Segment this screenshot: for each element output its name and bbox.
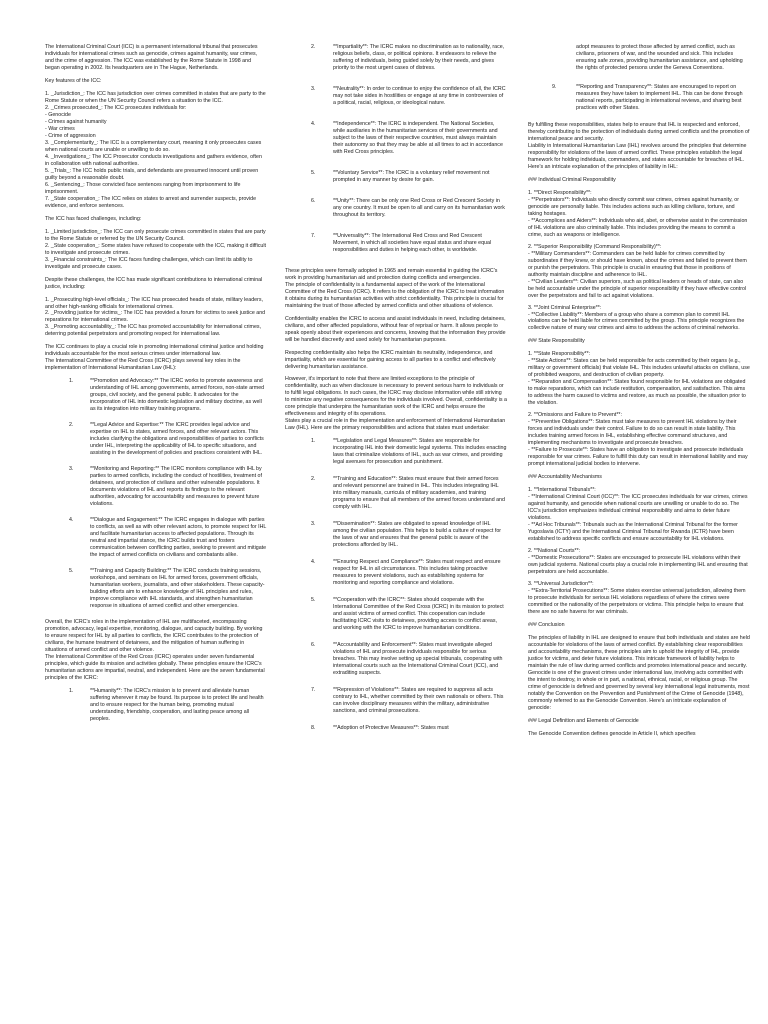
state-responsibility xyxy=(528,351,750,468)
paragraph: The International Committee of the Red Cross (ICRC) plays several key roles in the implementation of International Humanitarian Law (IHL): xyxy=(45,358,241,372)
icrc-overall xyxy=(45,619,267,682)
icc-intro: The International Criminal Court (ICC) is a permanent international tribunal that prosecutes individuals for international crimes such as genocide, crimes against humanity, war crimes, and the crime of aggression. The ICC was established by the Rome Statute in 1998 and began operating in 2002. Its headquarters are in The Hague, Netherlands. xyxy=(45,44,258,71)
list-item xyxy=(285,476,507,511)
list-text: **Ensuring Respect and Compliance**: States must respect and ensure respect for IHL in all circumstances. This includes taking proactive measures to prevent violations, such as establishing systems for monitoring and reporting compliance and violations. xyxy=(333,559,501,587)
paragraph: The ICC continues to play a crucial role in promoting international criminal justice and holding individuals accountable for the most serious crimes under international law. xyxy=(45,344,264,358)
list-item: - **Reparation and Compensation**: States found responsible for IHL violations are obligated to make reparations, which can include restitution, compensation, and satisfaction. This aims to address the harm caused to victims and restore, as much as possible, the situation prior to the violation. xyxy=(528,379,746,407)
list-item xyxy=(285,597,507,632)
list-text: **Reporting and Transparency**: States are encouraged to report on measures they have taken to implement IHL. This can be done through national reports, participating in international reviews, and sharing best practices with other States. xyxy=(576,83,743,111)
icc-challenges-list xyxy=(45,229,267,271)
paragraph: However, it's important to note that there are limited exceptions to the principle of confidentiality, such as when disclosure is necessary to prevent serious harm to individuals or to fulfill legal obligations. In such cases, the ICRC may disclose information while still striving to minimize any negative consequences for the individuals involved. Overall, confidentiality is a core principle that underpins the humanitarian work of the ICRC and helps ensure the effectiveness and integrity of its operations. xyxy=(285,376,507,418)
principles-adopted xyxy=(285,268,507,310)
list-item: 6. _Sentencing_: Those convicted face sentences ranging from imprisonment to life imprisonment. xyxy=(45,181,241,195)
list-item xyxy=(285,642,507,677)
list-number: 5. xyxy=(311,169,316,176)
list-item xyxy=(285,86,507,107)
list-item: - **Domestic Prosecutions**: States are encouraged to prosecute IHL violations within their own judicial systems. National courts play a crucial role in implementing IHL and ensuring that perpetrators are held accountable. xyxy=(528,555,748,575)
list-item: - **State Actions**: States can be held responsible for acts committed by their organs (e.g., military or government officials) that violate IHL. This includes unlawful attacks on civilians, use of prohibited weapons, and destruction of civilian property. xyxy=(528,358,750,379)
list-item: 1. **Direct Responsibility**: xyxy=(528,189,592,196)
list-item xyxy=(285,521,507,549)
list-item: - **Civilian Leaders**: Civilian superiors, such as political leaders or heads of state, can also be held accountable under the principle of superior responsibility if they have effective control over the perpetrators and fail to act against violations. xyxy=(528,278,747,299)
list-item: 3. _Complementarity_: The ICC is a complementary court, meaning it only prosecutes cases when national courts are unable or unwilling to do so. xyxy=(45,139,262,153)
list-text: **Dialogue and Engagement:** The ICRC engages in dialogue with parties to conflicts, as well as with other relevant actors, to promote respect for IHL and facilitate humanitarian access to affected populations. Through its neutral and impartial stance, the ICRC builds trust and fosters communication between conflicting parties, seeking to prevent and mitigate the impact of armed conflicts on civilians and combatants alike. xyxy=(90,517,267,559)
list-item xyxy=(285,438,507,466)
list-item xyxy=(285,44,507,72)
paragraph: States play a crucial role in the implementation and enforcement of International Humanitarian Law (IHL). Here are the primary responsibilities and actions that states must undertake: xyxy=(285,418,506,432)
paragraph: These principles were formally adopted in 1965 and remain essential in guiding the ICRC's work in providing humanitarian aid and protection during conflicts and emergencies. xyxy=(285,267,498,281)
list-item: 4. _Investigations_: The ICC Prosecutor conducts investigations and gathers evidence, often in collaboration with national authorities. xyxy=(45,153,262,167)
list-item xyxy=(285,725,507,732)
list-number: 5. xyxy=(69,568,74,575)
list-text: **Impartiality**: The ICRC makes no discrimination as to nationality, race, religious beliefs, class, or political opinions. It endeavors to relieve the suffering of individuals, being guided solely by their needs, and gives priority to the most urgent cases of distress. xyxy=(333,44,505,71)
paragraph: The principle of confidentiality is a fundamental aspect of the work of the International Committee of the Red Cross (ICRC). It refers to the obligation of the ICRC to treat information it obtains during its humanitarian activities with strict confidentiality. This principle is crucial for maintaining the trust of those affected by armed conflicts and other situations of violence. xyxy=(285,281,505,309)
list-text: **Legal Advice and Expertise:** The ICRC provides legal advice and expertise on IHL to states, armed forces, and other relevant actors. This includes clarifying the obligations and responsibilities of parties to conflicts under IHL, interpreting the applicability of IHL to specific situations, and assisting in the development of policies and practices consistent with IHL. xyxy=(90,422,264,457)
list-item: 3. **Universal Jurisdiction**: xyxy=(528,580,594,587)
list-number: 6. xyxy=(311,197,316,204)
list-item: - **International Criminal Court (ICC)**: The ICC prosecutes individuals for war crimes, crimes against humanity, and genocide when national courts are unwilling or unable to do so. The ICC's jurisdiction emphasizes individual criminal responsibility and aims to deter future violations. xyxy=(528,494,748,522)
list-item: - Crime of aggression xyxy=(45,132,96,139)
list-text: **Accountability and Enforcement**: States must investigate alleged violations of IHL and prosecute individuals responsible for serious breaches. This may involve setting up special tribunals, cooperating with international courts such as the International Criminal Court (ICC), and extraditing suspects. xyxy=(333,642,503,676)
list-text: **Humanity**: The ICRC's mission is to prevent and alleviate human suffering wherever it may be found. Its purpose is to protect life and health and to ensure respect for the human being, promoting mutual understanding, friendship, cooperation, and lasting peace among all peoples. xyxy=(90,687,264,722)
list-item xyxy=(528,84,750,112)
list-number: 7. xyxy=(311,686,316,693)
list-text: **Legislation and Legal Measures**: States are responsible for incorporating IHL into their domestic legal systems. This includes enacting laws that criminalize violations of IHL, such as war crimes, and providing legal avenues for prosecution and punishment. xyxy=(333,438,507,466)
paragraph: By fulfilling these responsibilities, states help to ensure that IHL is respected and enforced, thereby contributing to the protection of individuals during armed conflicts and the promotion of international peace and security. xyxy=(528,121,750,142)
list-text: **Repression of Violations**: States are required to suppress all acts contrary to IHL, whether committed by their own nationals or others. This can involve disciplinary measures within the military, administrative sanctions, and criminal prosecutions. xyxy=(333,686,504,714)
list-item: 1. **State Responsibility**: xyxy=(528,351,591,358)
list-item xyxy=(285,198,507,219)
list-item: - Crimes against humanity xyxy=(45,118,107,125)
list-item xyxy=(45,466,267,508)
list-text: **Dissemination**: States are obligated to spread knowledge of IHL among the civilian population. This helps to build a culture of respect for the laws of war and ensures that the general public is aware of the protections afforded by IHL. xyxy=(333,521,502,549)
list-item: - Genocide xyxy=(45,111,71,118)
list-item xyxy=(45,517,267,559)
list-number: 1. xyxy=(69,378,74,385)
list-number: 4. xyxy=(311,559,316,566)
confidentiality-exceptions xyxy=(285,376,507,432)
list-item: 1. _Limited jurisdiction_: The ICC can only prosecute crimes committed in states that are party to the Rome Statute or referred by the UN Security Council. xyxy=(45,228,266,242)
section-heading: ### Individual Criminal Responsibility xyxy=(528,176,616,183)
list-item: - **Extra-Territorial Prosecutions**: Some states exercise universal jurisdiction, allowing them to prosecute individuals for serious IHL violations regardless of where the crimes were committed or the nationality of the perpetrators or victims. This principle helps to ensure that there are no safe havens for war criminals. xyxy=(528,587,746,615)
icc-continues xyxy=(45,344,267,372)
icc-challenges-heading: The ICC has faced challenges, including: xyxy=(45,215,142,222)
list-text: **Monitoring and Reporting:** The ICRC monitors compliance with IHL by parties to armed conflicts, including the conduct of hostilities, treatment of detainees, and protection of civilians and other vulnerable populations. It documents violations of IHL and reports its findings to the relevant authorities, advocating for accountability and measures to prevent future violations. xyxy=(90,466,262,508)
list-item: 5. _Trials_: The ICC holds public trials, and defendants are presumed innocent until proven guilty beyond a reasonable doubt. xyxy=(45,167,259,181)
list-item: - **Failure to Prosecute**: States have an obligation to investigate and prosecute individuals responsible for war crimes. Failure to fulfill this duty can result in international liability and may prompt international judicial bodies to intervene. xyxy=(528,447,748,468)
column-middle xyxy=(285,44,507,732)
list-item xyxy=(285,233,507,254)
list-number: 4. xyxy=(311,120,316,127)
icc-despite: Despite these challenges, the ICC has made significant contributions to international criminal justice, including: xyxy=(45,276,263,290)
list-item xyxy=(45,422,267,457)
list-text: **Independence**: The ICRC is independent. The National Societies, while auxiliaries in the humanitarian services of their governments and subject to the laws of their respective countries, must always maintain their autonomy so that they may be able at all times to act in accordance with Red Cross principles. xyxy=(333,120,503,155)
list-item xyxy=(285,559,507,587)
list-number: 9. xyxy=(552,83,557,90)
icc-features-heading: Key features of the ICC: xyxy=(45,77,102,84)
list-item: 7. _State cooperation_: The ICC relies on states to arrest and surrender suspects, provide evidence, and enforce sentences. xyxy=(45,195,257,209)
list-number: 1. xyxy=(69,687,74,694)
list-item: 2. **Superior Responsibility (Command Responsibility)**: xyxy=(528,243,662,250)
list-text: **Universality**: The International Red Cross and Red Crescent Movement, in which all societies have equal status and share equal responsibilities and duties in helping each other, is worldwide. xyxy=(333,232,492,253)
list-number: 7. xyxy=(311,232,316,239)
list-item: 3. _Financial constraints_: The ICC faces funding challenges, which can limit its ability to investigate and prosecute cases. xyxy=(45,256,253,270)
list-number: 3. xyxy=(311,85,316,92)
list-item: 2. _Crimes prosecuted_: The ICC prosecutes individuals for: xyxy=(45,104,187,111)
conclusion-paragraph: The principles of liability in IHL are designed to ensure that both individuals and states are held accountable for violations of the laws of armed conflict. By establishing clear responsibilities and accountability mechanisms, these principles aim to uphold the integrity of IHL, provide justice for victims, and deter future violations. This intricate framework of liability helps to maintain the rule of law during armed conflicts and promotes international peace and security. Genocide is one of the gravest crimes under international law, involving acts committed with the intent to destroy, in whole or in part, a national, ethnical, racial, or religious group. The crime of genocide is defined and governed by several key international legal instruments, most notably the Convention on the Prevention and Punishment of the Crime of Genocide (1948), commonly referred to as the Genocide Convention. Here's an intricate explanation of genocide: xyxy=(528,634,750,711)
list-item xyxy=(285,121,507,156)
confidentiality-respecting: Respecting confidentiality also helps the ICRC maintain its neutrality, independence, and impartiality, which are essential for gaining access to all parties to a conflict and effectively delivering humanitarian assistance. xyxy=(285,349,496,370)
paragraph: Overall, the ICRC's roles in the implementation of IHL are multifaceted, encompassing promotion, advocacy, legal expertise, monitoring, dialogue, and capacity building. By working to ensure respect for IHL by all parties to conflicts, the ICRC contributes to the protection of civilians, the humane treatment of detainees, and the mitigation of human suffering in situations of armed conflict and other violence. xyxy=(45,618,263,653)
list-text: **Neutrality**: In order to continue to enjoy the confidence of all, the ICRC may not take sides in hostilities or engage at any time in controversies of a political, racial, religious, or ideological nature. xyxy=(333,85,506,106)
list-item xyxy=(285,687,507,715)
list-item: - **Perpetrators**: Individuals who directly commit war crimes, crimes against humanity, or genocide are personally liable. This includes actions such as killing civilians, torture, and taking hostages. xyxy=(528,196,739,217)
list-number: 2. xyxy=(311,44,316,50)
list-number: 3. xyxy=(311,521,316,528)
list-text: adopt measures to protect those affected by armed conflict, such as civilians, prisoners of war, and the wounded and sick. This includes ensuring safe zones, providing humanitarian assistance, and upholding the rights of protected persons under the Geneva Conventions. xyxy=(576,44,743,71)
list-item: 2. _State cooperation_: Some states have refused to cooperate with the ICC, making it difficult to investigate and prosecute crimes. xyxy=(45,242,267,256)
column-right xyxy=(528,44,750,744)
list-item: 1. _Prosecuting high-level officials_: The ICC has prosecuted heads of state, military leaders, and other high-ranking officials for international crimes. xyxy=(45,296,263,310)
list-text: **Unity**: There can be only one Red Cross or Red Crescent Society in any one country. It must be open to all and carry on its humanitarian work throughout its territory. xyxy=(333,197,505,218)
list-number: 2. xyxy=(311,476,316,483)
section-heading: ### Conclusion xyxy=(528,621,565,628)
paragraph: The International Committee of the Red Cross (ICRC) operates under seven fundamental principles, which guide its mission and activities globally. These principles ensure the ICRC's humanitarian actions are impartial, neutral, and independent. Here are the seven fundamental principles of the ICRC: xyxy=(45,653,265,681)
list-item xyxy=(45,378,267,413)
list-item: - **Accomplices and Aiders**: Individuals who aid, abet, or otherwise assist in the commission of IHL violations are also criminally liable. This includes providing the means to commit a crime, such as weapons or intelligence. xyxy=(528,217,748,238)
list-item xyxy=(285,170,507,184)
icc-contributions-list xyxy=(45,297,267,339)
list-number: 8. xyxy=(311,724,316,731)
list-text: **Promotion and Advocacy:** The ICRC works to promote awareness and understanding of IHL among governments, armed forces, non-state armed groups, civil society, and the general public. It advocates for the incorporation of IHL into domestic legislation and military doctrine, as well as its integration into military training programs. xyxy=(90,378,265,413)
list-item: 3. **Joint Criminal Enterprise**: xyxy=(528,304,602,311)
list-item: - War crimes xyxy=(45,125,75,132)
individual-responsibility xyxy=(528,190,750,333)
list-item: 2. **National Courts**: xyxy=(528,548,581,555)
list-text: **Adoption of Protective Measures**: States must xyxy=(333,724,449,731)
list-item: 3. _Promoting accountability_: The ICC has promoted accountability for international crimes, deterring potential perpetrators and promoting respect for international law. xyxy=(45,324,262,338)
list-item xyxy=(45,568,267,610)
list-number: 3. xyxy=(69,466,74,473)
list-text: **Voluntary Service**: The ICRC is a voluntary relief movement not prompted in any manner by desire for gain. xyxy=(333,169,490,183)
list-item: - **Preventive Obligations**: States must take measures to prevent IHL violations by their forces and individuals under their control. Failure to do so can result in state liability. This includes training armed forces in IHL, establishing effective command structures, and implementing mechanisms to investigate and prosecute breaches. xyxy=(528,419,737,447)
list-number: 6. xyxy=(311,642,316,649)
section-heading: ### Accountability Mechanisms xyxy=(528,474,602,481)
paragraph: Liability in International Humanitarian Law (IHL) revolves around the principles that determine responsibility for violations of the laws of armed conflict. These principles establish the legal framework for holding individuals, commanders, and states accountable for breaches of IHL. Here's an intricate explanation of the principles of liability in IHL: xyxy=(528,142,747,170)
section-heading: ### Legal Definition and Elements of Genocide xyxy=(528,717,639,724)
list-item: 2. **Omissions and Failure to Prevent**: xyxy=(528,412,622,419)
genocide-definition: The Genocide Convention defines genocide in Article II, which specifies xyxy=(528,730,696,737)
list-item: - **Ad Hoc Tribunals**: Tribunals such as the International Criminal Tribunal for the former Yugoslavia (ICTY) and the International Criminal Tribunal for Rwanda (ICTR) have been established to address specific conflicts and ensure accountability for IHL violations. xyxy=(528,522,738,543)
column-left xyxy=(45,44,267,732)
list-number: 1. xyxy=(311,438,316,445)
liability-intro xyxy=(528,122,750,171)
list-text: **Training and Education**: States must ensure that their armed forces and relevant personnel are trained in IHL. This includes integrating IHL into military manuals, curricula of military academies, and training programs to ensure that all members of the armed forces understand and comply with IHL. xyxy=(333,476,505,511)
icc-features-list xyxy=(45,91,267,210)
list-text: **Cooperation with the ICRC**: States should cooperate with the International Committee of the Red Cross (ICRC) in its mission to protect and assist victims of armed conflict. This cooperation can include facilitating ICRC visits to detainees, providing access to conflict areas, and working with the ICRC to improve humanitarian conditions. xyxy=(333,597,504,632)
list-item: - **Military Commanders**: Commanders can be held liable for crimes committed by subordinates if they knew, or should have known, about the crimes and failed to prevent them or punish the perpetrators. This principle is crucial in ensuring that those in positions of authority maintain discipline and adherence to IHL. xyxy=(528,250,747,278)
list-number: 4. xyxy=(69,517,74,524)
list-item: 1. _Jurisdiction_: The ICC has jurisdiction over crimes committed in states that are party to the Rome Statute or when the UN Security Council refers a situation to the ICC. xyxy=(45,90,266,104)
list-text: **Training and Capacity Building:** The ICRC conducts training sessions, workshops, and seminars on IHL for armed forces, government officials, humanitarian workers, journalists, and other stakeholders. These capacity-building efforts aim to enhance knowledge of IHL principles and rules, improve compliance with IHL standards, and strengthen humanitarian response in situations of armed conflict and other emergencies. xyxy=(90,568,265,609)
list-item: 2. _Providing justice for victims_: The ICC has provided a forum for victims to seek justice and reparations for international crimes. xyxy=(45,310,266,324)
list-item: - **Collective Liability**: Members of a group who share a common plan to commit IHL violations can be held liable for crimes committed by the group. This principle recognizes the collective nature of many war crimes and aims to address the actions of criminal networks. xyxy=(528,311,745,332)
list-item: 1. **International Tribunals**: xyxy=(528,487,596,494)
section-heading: ### State Responsibility xyxy=(528,338,585,345)
list-number: 2. xyxy=(69,422,74,429)
confidentiality-enables: Confidentiality enables the ICRC to access and assist individuals in need, including detainees, civilians, and other affected populations, without fear of reprisal or harm. It allows people to speak openly about their experiences and concerns, knowing that the information they provide will be handled discreetly and used solely for humanitarian purposes. xyxy=(285,315,506,343)
list-item xyxy=(45,688,267,723)
accountability-mechanisms xyxy=(528,487,750,616)
list-item-continued xyxy=(528,44,750,72)
list-number: 5. xyxy=(311,597,316,604)
